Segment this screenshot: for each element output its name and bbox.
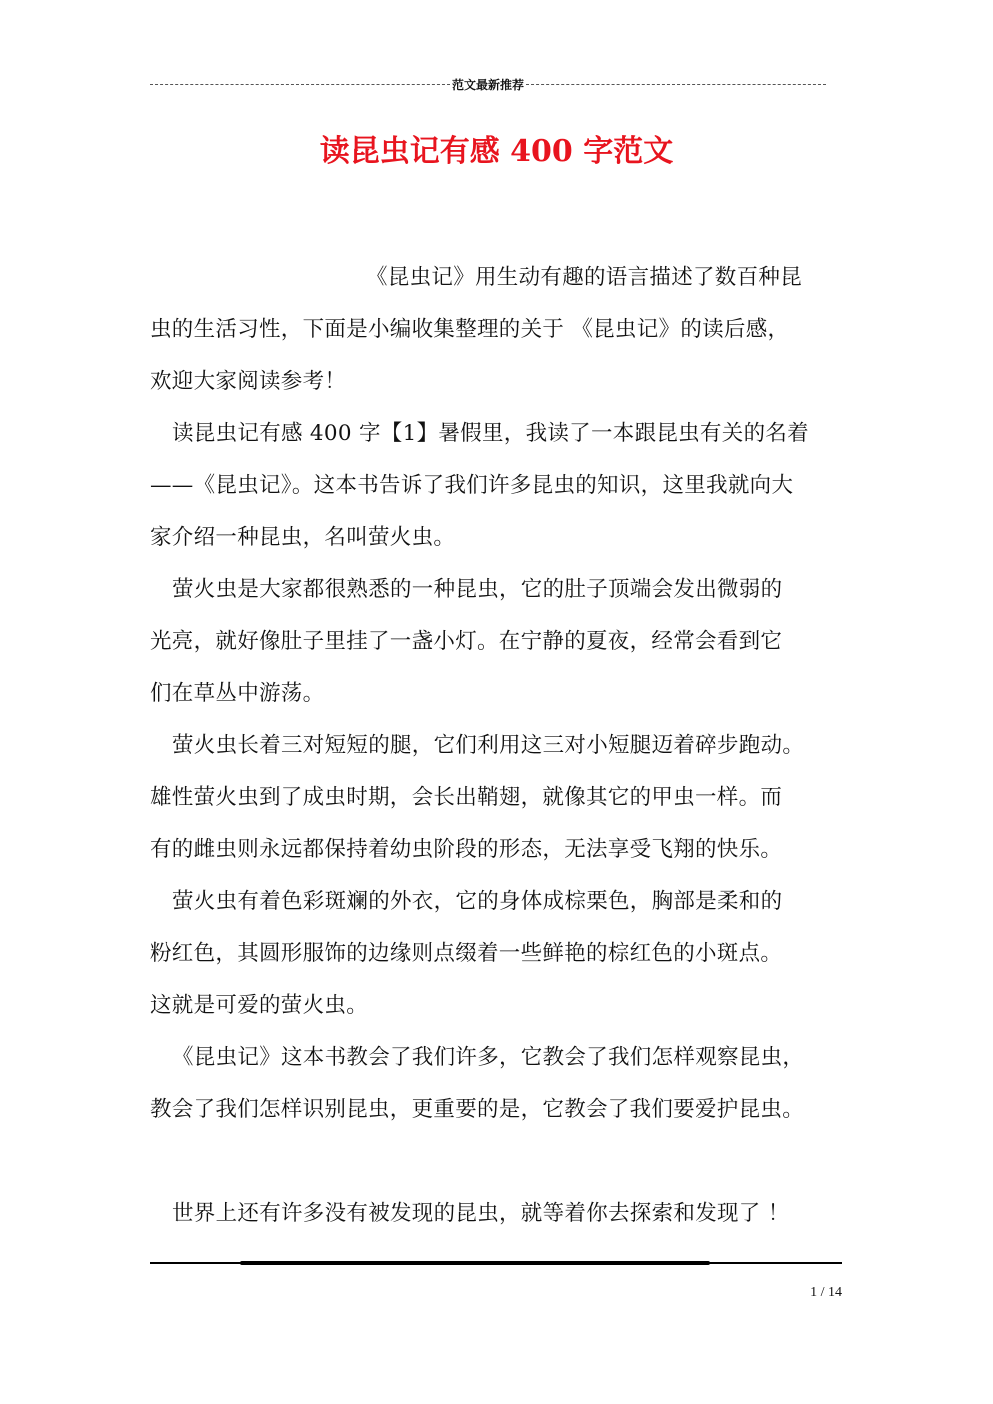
body-line: 读昆虫记有感 400 字【1】暑假里，我读了一本跟昆虫有关的名着 xyxy=(172,421,809,446)
header-rule-right xyxy=(526,84,826,85)
body-line: 光亮，就好像肚子里挂了一盏小灯。在宁静的夏夜，经常会看到它 xyxy=(150,629,783,654)
body-line: 虫的生活习性，下面是小编收集整理的关于 《昆虫记》的读后感， xyxy=(150,317,790,342)
body-line: 世界上还有许多没有被发现的昆虫，就等着你去探索和发现了 ！ xyxy=(172,1201,790,1226)
body-line: 《昆虫记》这本书教会了我们许多，它教会了我们怎样观察昆虫， xyxy=(172,1045,805,1070)
body-line: 教会了我们怎样识别昆虫，更重要的是，它教会了我们要爱护昆虫。 xyxy=(150,1097,805,1122)
header-label: 范文最新推荐 xyxy=(452,77,525,92)
page-number: 1 / 14 xyxy=(810,1285,842,1300)
body-line: 《昆虫记》用生动有趣的语言描述了数百种昆 xyxy=(366,265,803,290)
page-header xyxy=(150,74,826,94)
footer-rule-accent xyxy=(240,1261,710,1265)
body-line: 粉红色，其圆形服饰的边缘则点缀着一些鲜艳的棕红色的小斑点。 xyxy=(150,941,783,966)
body-line: 萤火虫是大家都很熟悉的一种昆虫，它的肚子顶端会发出微弱的 xyxy=(172,577,783,602)
body-line: ——《昆虫记》。这本书告诉了我们许多昆虫的知识，这里我就向大 xyxy=(150,473,794,498)
body-line: 萤火虫长着三对短短的腿，它们利用这三对小短腿迈着碎步跑动。 xyxy=(172,733,805,758)
body-line: 萤火虫有着色彩斑斓的外衣，它的身体成棕栗色，胸部是柔和的 xyxy=(172,889,783,914)
body-line: 们在草丛中游荡。 xyxy=(150,681,325,706)
body-line: 有的雌虫则永远都保持着幼虫阶段的形态，无法享受飞翔的快乐。 xyxy=(150,837,783,862)
body-line: 雄性萤火虫到了成虫时期，会长出鞘翅，就像其它的甲虫一样。而 xyxy=(150,785,783,810)
body-line: 欢迎大家阅读参考！ xyxy=(150,369,347,394)
body-line: 这就是可爱的萤火虫。 xyxy=(150,993,369,1018)
body-line: 家介绍一种昆虫，名叫萤火虫。 xyxy=(150,525,456,550)
document-title: 读昆虫记有感 400 字范文 xyxy=(319,134,674,169)
header-rule-left xyxy=(150,84,450,85)
footer-rule xyxy=(150,1262,842,1264)
